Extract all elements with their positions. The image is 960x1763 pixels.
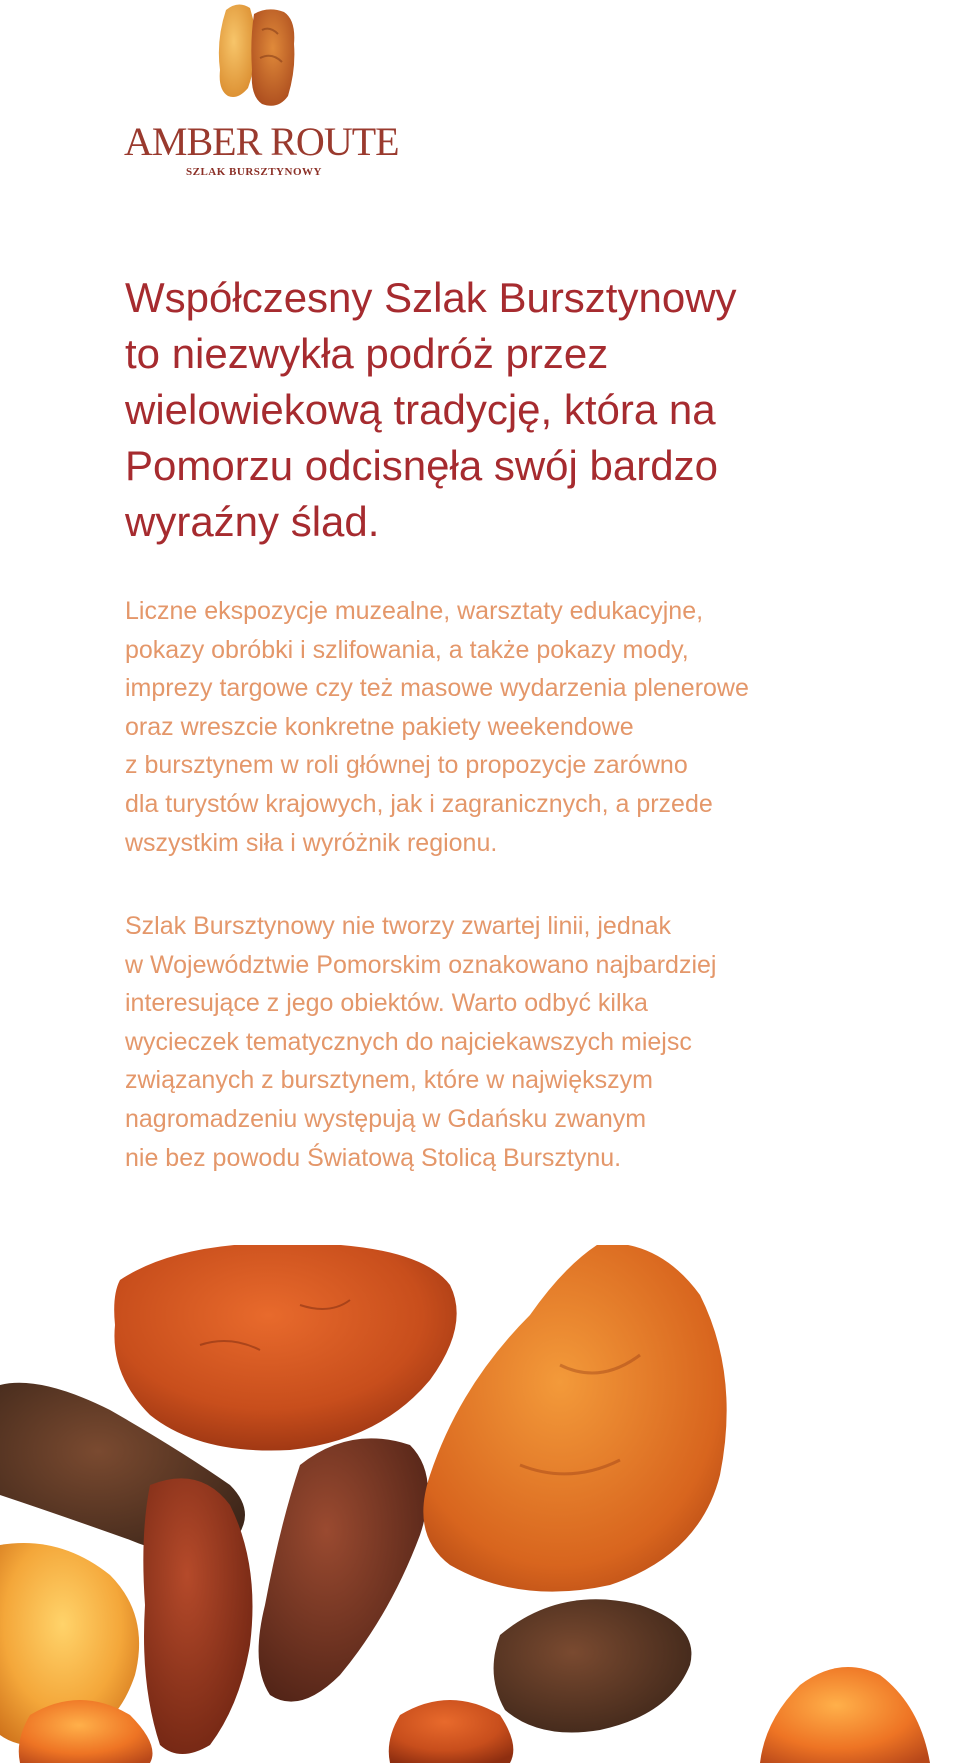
paragraph-line: Szlak Bursztynowy nie tworzy zwartej linii, jednak [125,912,672,940]
paragraph-line: nagromadzeniu występują w Gdańsku zwanym [125,1104,647,1133]
amber-route-logo [124,0,399,190]
paragraph-line: z bursztynem w roli głównej to propozycje zarówno [125,751,688,780]
logo-tagline: SZLAK BURSZTYNOWY [186,166,322,178]
paragraph-line: interesujące z jego obiektów. Warto odbyć kilka [125,989,648,1018]
headline-line: wielowiekową tradycję, która na [125,386,716,433]
headline [125,270,885,550]
paragraph-line: oraz wreszcie konkretne pakiety weekendowe [125,712,634,741]
headline-line: wyraźny ślad. [125,498,380,545]
headline-line: Pomorzu odcisnęła swój bardzo [125,442,718,489]
paragraph-line: wycieczek tematycznych do najciekawszych miejsc [125,1027,692,1056]
headline-line: to niezwykła podróż przez [125,330,609,377]
paragraph-line: Liczne ekspozycje muzealne, warsztaty edukacyjne, [125,597,704,625]
paragraph-line: imprezy targowe czy też masowe wydarzenia plenerowe [125,674,749,703]
headline-line: Współczesny Szlak Bursztynowy [125,274,737,321]
body-paragraph-2 [125,907,885,1177]
paragraph-line: dla turystów krajowych, jak i zagranicznych, a przede [125,789,713,818]
paragraph-line: wszystkim siła i wyróżnik regionu. [125,828,498,857]
amber-stones-logo-icon [198,0,318,115]
paragraph-line: pokazy obróbki i szlifowania, a także pokazy mody, [125,635,689,664]
paragraph-line: nie bez powodu Światową Stolicą Bursztynu. [125,1143,622,1172]
amber-stones-photo [0,1245,960,1763]
body-paragraph-1 [125,592,885,862]
logo-title: AMBER ROUTE [124,119,399,164]
paragraph-line: związanych z bursztynem, które w największym [125,1066,653,1095]
paragraph-line: w Województwie Pomorskim oznakowano najbardziej [125,950,717,979]
